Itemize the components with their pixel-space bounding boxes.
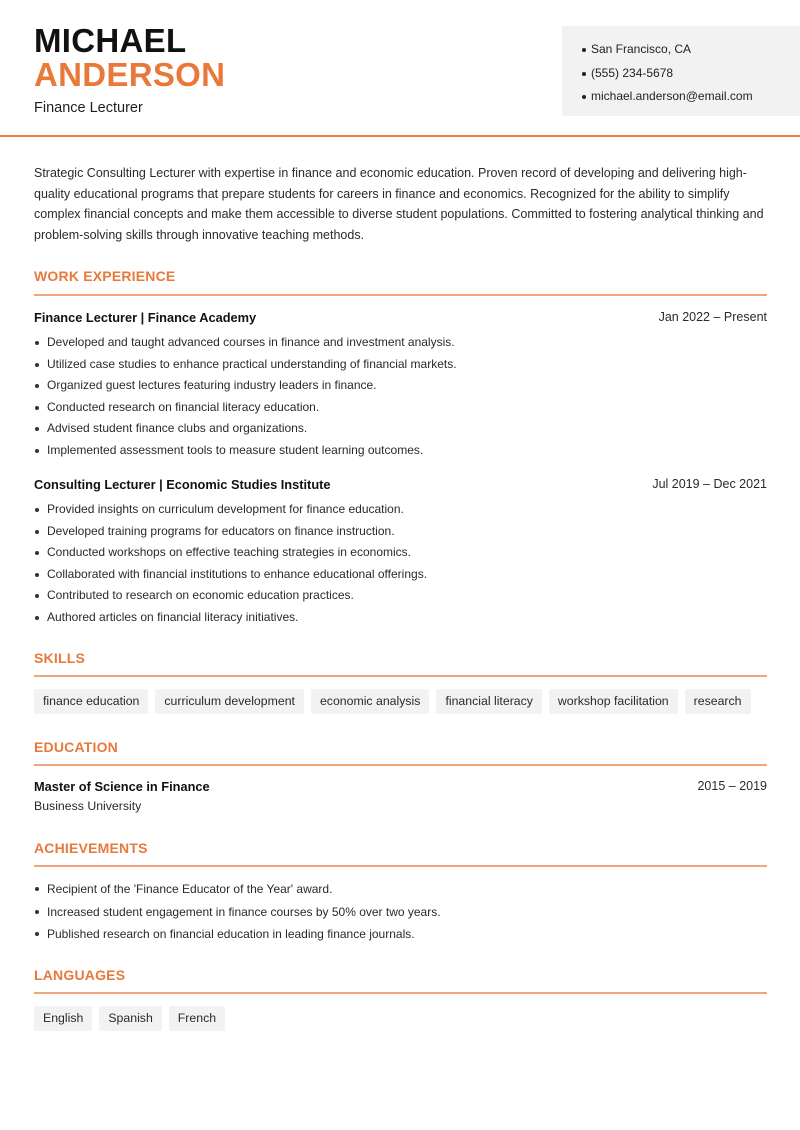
job-bullets [34,332,457,461]
list-item: Conducted research on financial literacy education. [34,397,457,419]
skill-tag: finance education [34,689,148,714]
achievements-list [34,878,441,946]
school-name: Business University [34,799,142,813]
degree-title: Master of Science in Finance [34,779,210,794]
list-item: Authored articles on financial literacy initiatives. [34,607,427,629]
list-item: Utilized case studies to enhance practical understanding of financial markets. [34,354,457,376]
job-heading: Finance Lecturer | Finance Academy [34,310,257,325]
section-divider [34,294,767,296]
section-divider [34,992,767,994]
list-item: Collaborated with financial institutions to enhance educational offerings. [34,564,427,586]
skill-tag: financial literacy [436,689,541,714]
list-item: Implemented assessment tools to measure student learning outcomes. [34,440,457,462]
job-role: Finance Lecturer [34,100,143,116]
languages-list [34,1006,225,1031]
list-item: Developed and taught advanced courses in finance and investment analysis. [34,332,457,354]
section-title-work: WORK EXPERIENCE [34,268,176,284]
list-item: Advised student finance clubs and organizations. [34,418,457,440]
list-item: Increased student engagement in finance courses by 50% over two years. [34,901,441,924]
contact-location: San Francisco, CA [582,38,800,62]
section-divider [34,865,767,867]
language-tag: Spanish [99,1006,161,1031]
contact-email[interactable]: michael.anderson@email.com [582,85,800,109]
contact-box [562,26,800,116]
job-heading: Consulting Lecturer | Economic Studies Institute [34,477,331,492]
list-item: Published research on financial education in leading finance journals. [34,923,441,946]
section-title-skills: SKILLS [34,650,85,666]
skill-tag: research [685,689,751,714]
language-tag: English [34,1006,92,1031]
section-title-achievements: ACHIEVEMENTS [34,840,148,856]
list-item: Contributed to research on economic education practices. [34,585,427,607]
last-name: ANDERSON [34,56,226,93]
list-item: Conducted workshops on effective teaching strategies in economics. [34,542,427,564]
language-tag: French [169,1006,225,1031]
first-name: MICHAEL [34,22,187,59]
job-dates: Jul 2019 – Dec 2021 [652,477,767,491]
contact-phone: (555) 234-5678 [582,62,800,86]
list-item: Developed training programs for educators on finance instruction. [34,521,427,543]
skill-tag: economic analysis [311,689,429,714]
skills-list [34,689,751,714]
section-divider [34,675,767,677]
candidate-name [34,24,225,92]
section-divider [34,764,767,766]
job-dates: Jan 2022 – Present [658,310,767,324]
skill-tag: curriculum development [155,689,304,714]
skill-tag: workshop facilitation [549,689,678,714]
resume-header [0,0,800,137]
section-title-education: EDUCATION [34,739,118,755]
summary-paragraph: Strategic Consulting Lecturer with expertise in finance and economic education. Proven record of developing and delivering high-quality educational programs that prepare students for careers in finance and economics. Recognized for the ability to simplify complex financial concepts and make them accessible to diverse student populations. Committed to fostering analytical thinking and problem-solving skills through innovative teaching methods. [34,166,764,243]
job-bullets [34,499,427,628]
list-item: Recipient of the 'Finance Educator of the Year' award. [34,878,441,901]
list-item: Provided insights on curriculum development for finance education. [34,499,427,521]
education-dates: 2015 – 2019 [697,779,767,793]
list-item: Organized guest lectures featuring industry leaders in finance. [34,375,457,397]
section-title-languages: LANGUAGES [34,967,126,983]
